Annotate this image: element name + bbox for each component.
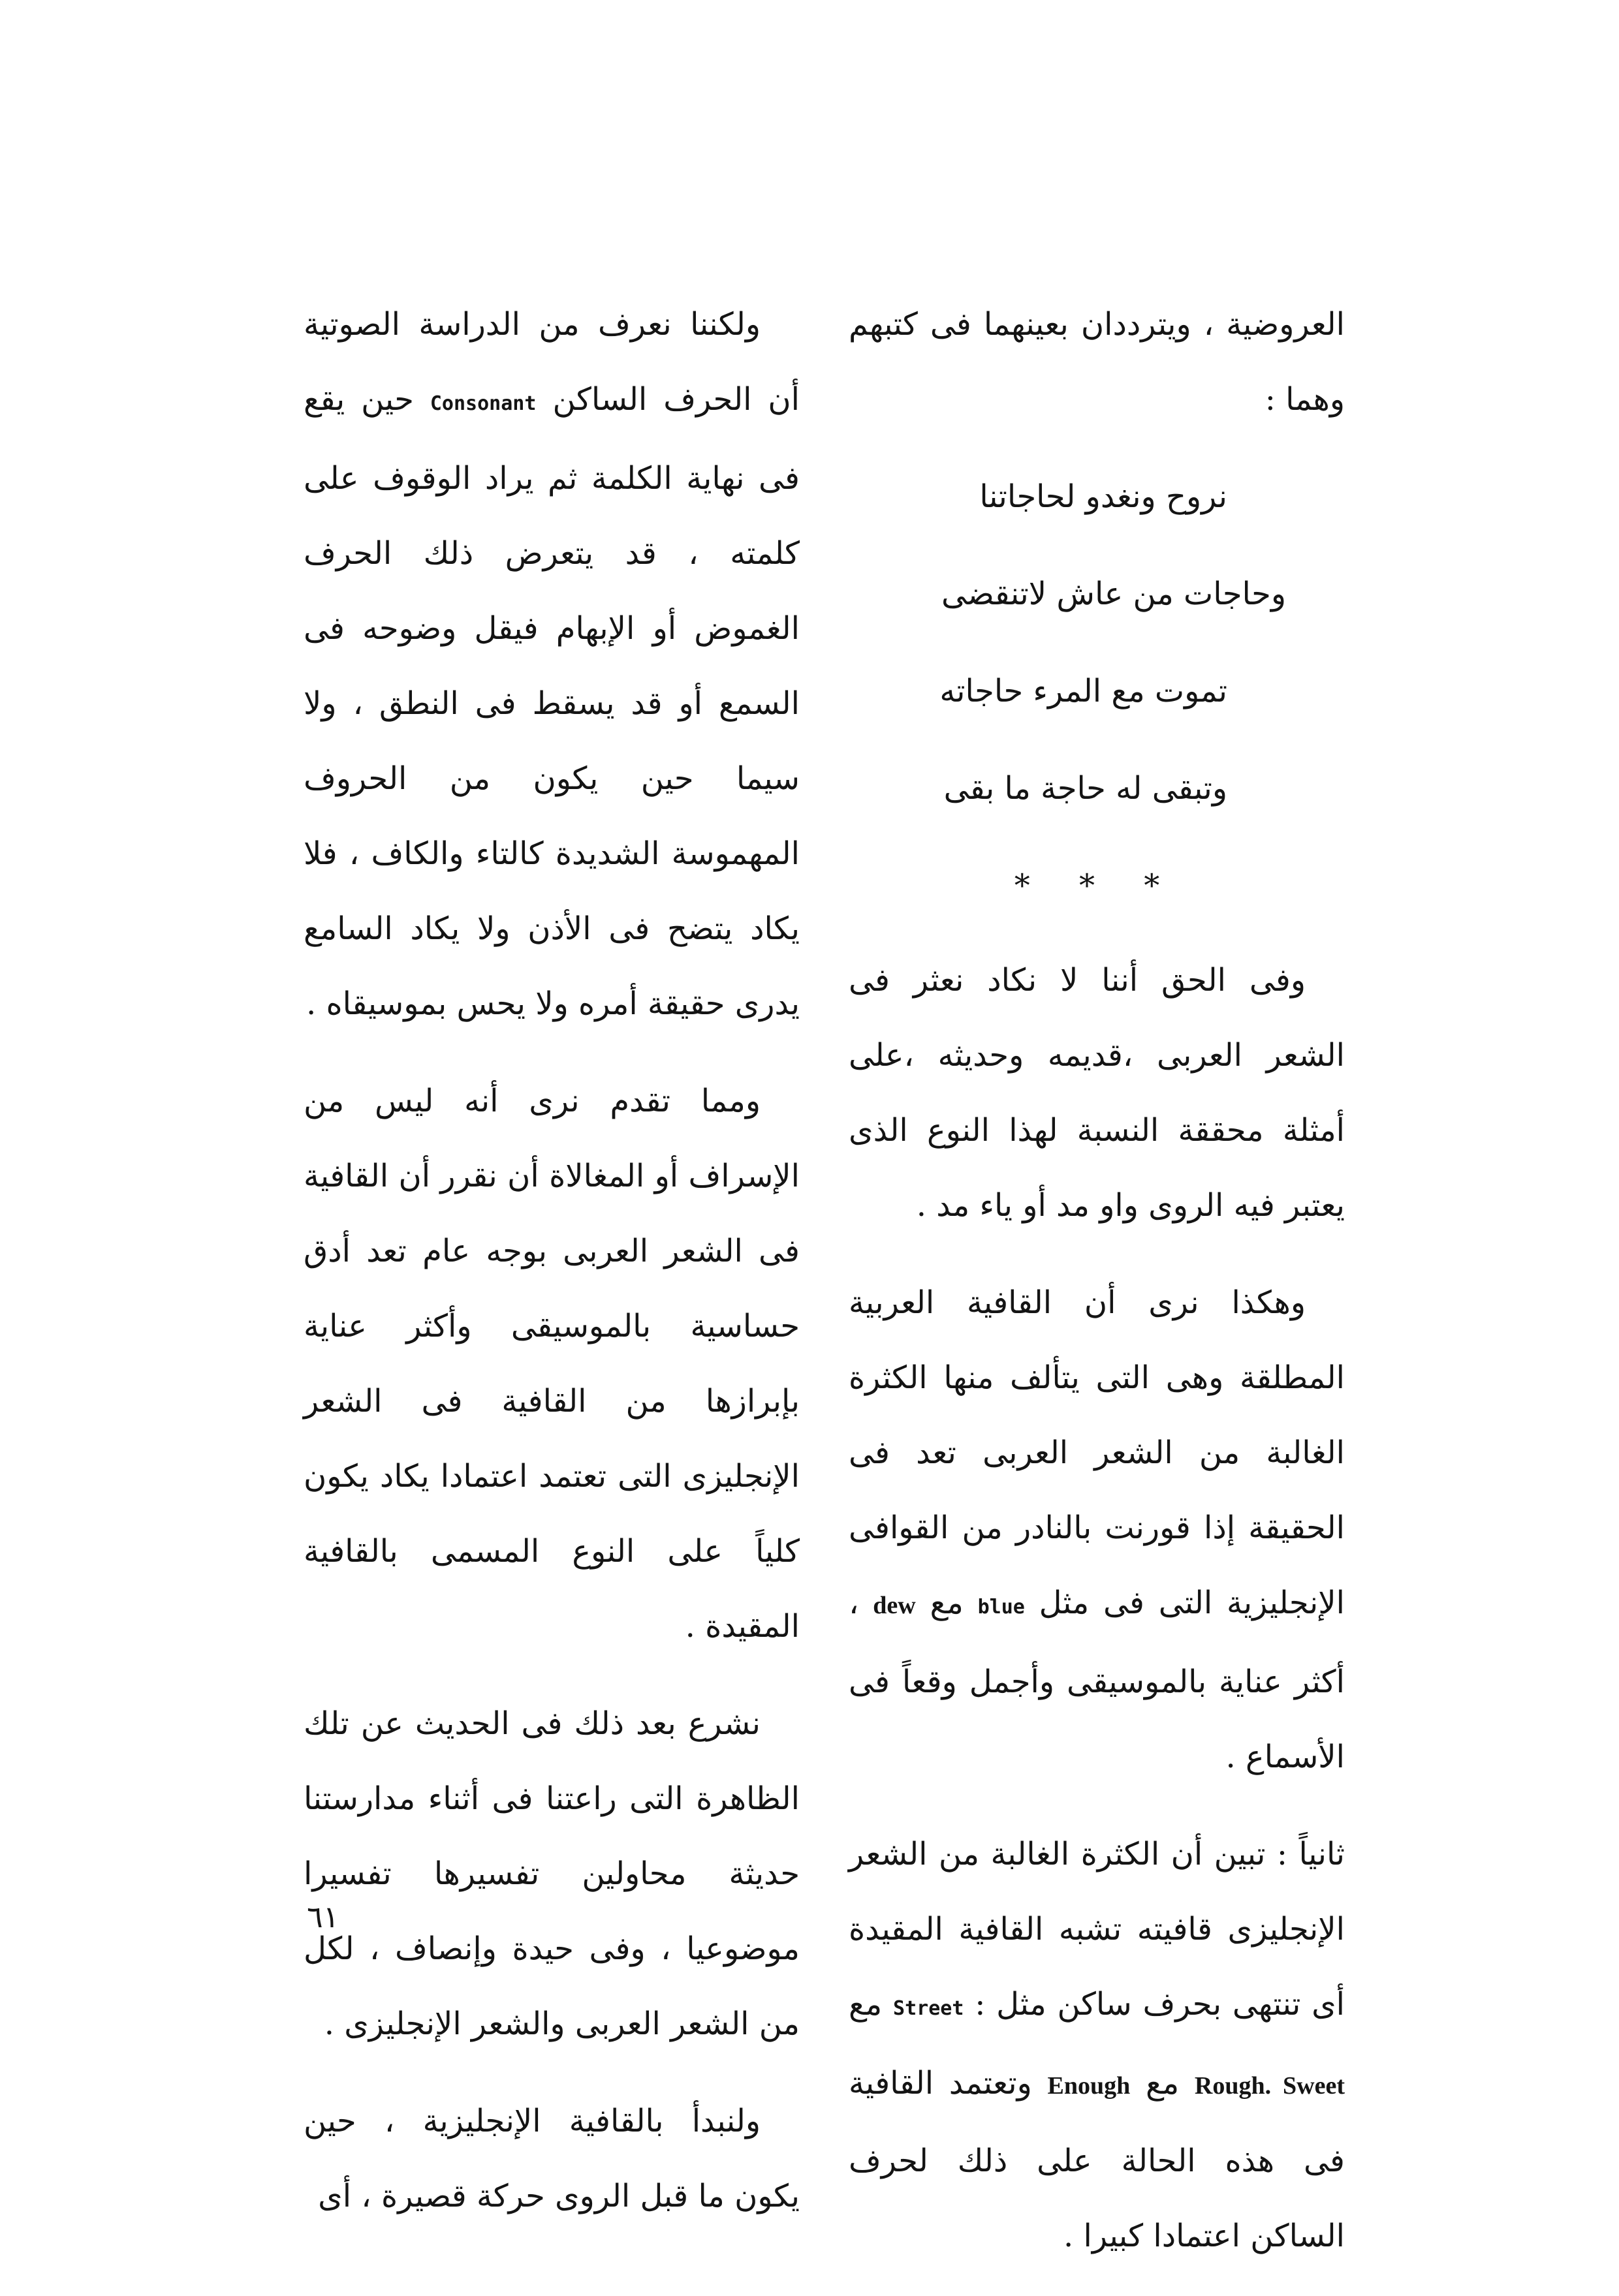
intro-line: العروضية ، ويترددان بعينهما فى كتبهم وهما : xyxy=(849,306,1345,418)
paragraph-3-text-b: وتعتمد القافية فى هذه الحالة على ذلك لحرف الساكن اعتمادا كبيرا . xyxy=(849,2065,1345,2254)
paragraph-5: ومما تقدم نرى أنه ليس من الإسراف أو المغالاة أن نقرر أن القافية فى الشعر العربى بوجه عام تعد أدق حساسية بالموسيقى وأكثر عناية بإبرازها من القافية فى الشعر الإنجليزى التى تعتمد اعتمادا يكاد يكون كلياً على النوع المسمى بالقافية المقيدة . xyxy=(304,1083,800,1645)
paragraph-2-text-b: ، أكثر عناية بالموسيقى وأجمل وقعاً فى الأسماع . xyxy=(849,1585,1345,1775)
latin-word-consonant: Consonant xyxy=(430,392,537,415)
section-separator: * * * xyxy=(1014,867,1180,904)
latin-word-street: Street xyxy=(893,1997,964,2020)
verse-line-2: وحاجات من عاش لاتنقضى xyxy=(941,576,1286,612)
latin-word-enough: Enough xyxy=(1047,2072,1131,2100)
paragraph-4 xyxy=(304,287,800,1042)
left-column xyxy=(304,287,800,2256)
with-word: مع xyxy=(849,1986,883,2023)
verse-line-1: نروح ونغدو لحاجاتنا xyxy=(979,478,1227,515)
paragraph-6: نشرع بعد ذلك فى الحديث عن تلك الظاهرة التى راعتنا فى أثناء مدارستنا حديثة محاولين تفسيرها تفسيرا موضوعيا ، وفى حيدة وإنصاف ، لكل من الشعر العربى والشعر الإنجليزى . xyxy=(304,1705,800,2042)
paragraph-2-text-a: وهكذا نرى أن القافية العربية المطلقة وهى التى يتألف منها الكثرة الغالبة من الشعر العربى تعد فى الحقيقة إذا قورنت بالنادر من القوافى الإنجليزية التى فى مثل xyxy=(849,1284,1345,1621)
paragraph-7: ولنبدأ بالقافية الإنجليزية ، حين يكون ما قبل الروى حركة قصيرة ، أى xyxy=(304,2103,800,2214)
page-number: ٦١ xyxy=(307,1899,339,1934)
right-column xyxy=(849,287,1345,2296)
paragraph-2 xyxy=(849,1265,1345,1795)
latin-word-blue: blue xyxy=(977,1596,1025,1619)
with-word: مع xyxy=(930,1585,964,1621)
paragraph-3 xyxy=(849,1817,1345,2274)
verse-line-3: تموت مع المرء حاجاته xyxy=(939,673,1227,709)
latin-word-dew: dew xyxy=(873,1592,916,1619)
latin-word-rough-sweet: Rough. Sweet xyxy=(1194,2072,1345,2100)
paragraph-4-text-a: ولكننا نعرف من الدراسة الصوتية أن الحرف الساكن xyxy=(304,306,800,418)
paragraph-3-text-a: ثانياً : تبين أن الكثرة الغالبة من الشعر الإنجليزى قافيته تشبه القافية المقيدة أى تنتهى بحرف ساكن مثل : xyxy=(849,1836,1345,2023)
verse-line-4: وتبقى له حاجة ما بقى xyxy=(943,770,1227,807)
paragraph-1: وفى الحق أننا لا نكاد نعثر فى الشعر العربى ،قديمه وحديثه ،على أمثلة محققة النسبة لهذا النوع الذى يعتبر فيه الروى واو مد أو ياء مد . xyxy=(849,962,1345,1224)
with-word: مع xyxy=(1145,2065,1180,2102)
paragraph-4-text-b: حين يقع فى نهاية الكلمة ثم يراد الوقوف على كلمته ، قد يتعرض ذلك الحرف الغموض أو الإبهام فيقل وضوحه فى السمع أو قد يسقط فى النطق ، ولا سيما حين يكون من الحروف المهموسة الشديدة كالتاء والكاف ، فلا يكاد يتضح فى الأذن ولا يكاد السامع يدرى حقيقة أمره ولا يحس بموسيقاه . xyxy=(304,381,800,1022)
